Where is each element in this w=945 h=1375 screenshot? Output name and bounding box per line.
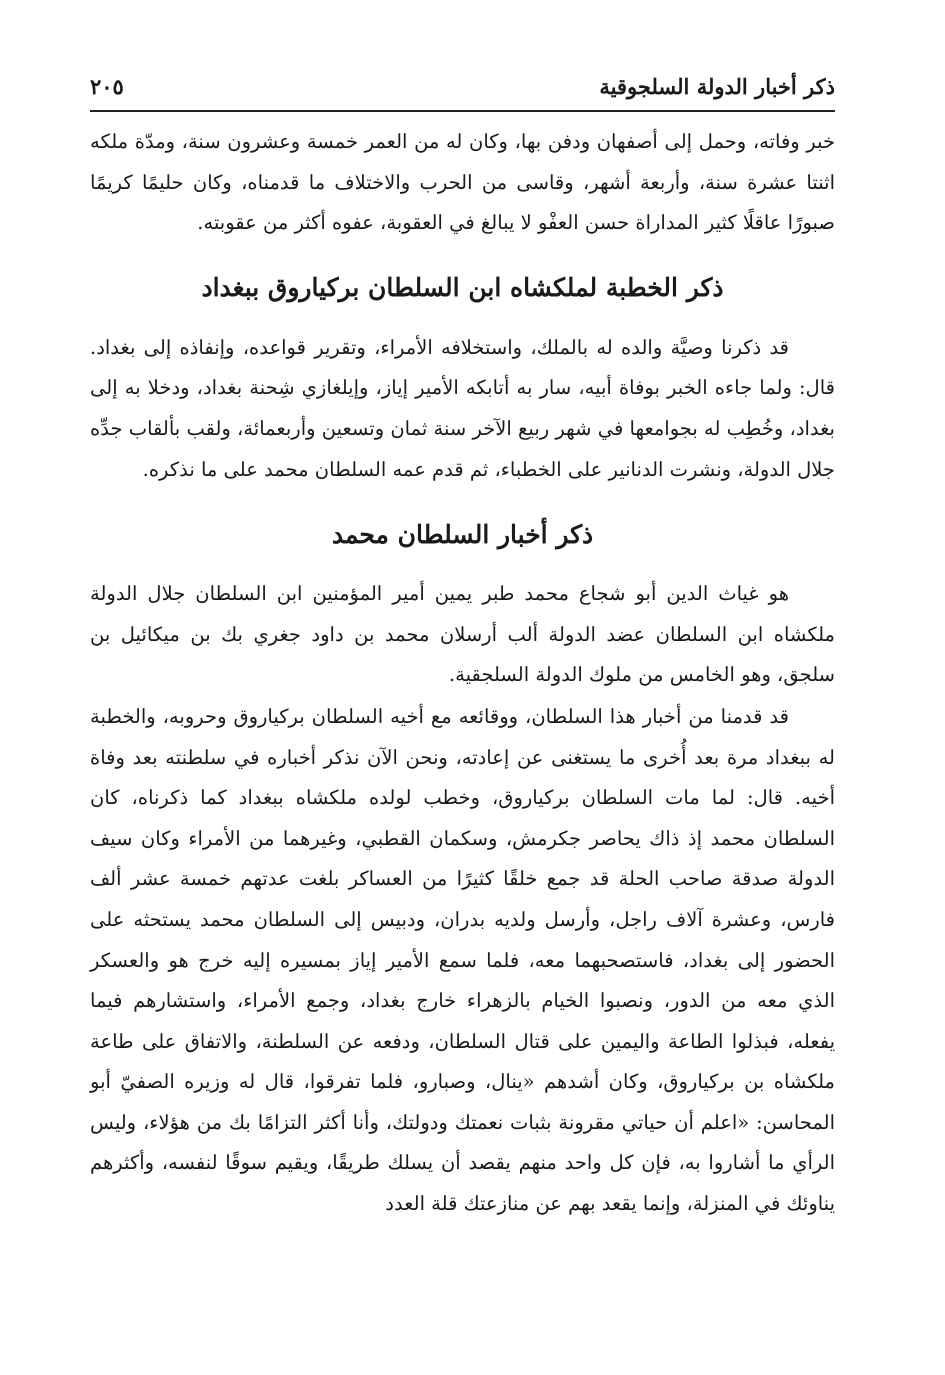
paragraph-sultan-muhammad-events: قد قدمنا من أخبار هذا السلطان، ووقائعه مع أخيه السلطان بركياروق وحروبه، والخطبة له ببغداد مرة بعد أُخرى ما يستغنى عن إعادته، ونحن الآن نذكر أخباره في سلطنته بعد وفاة أخيه. قال: لما مات السلطان بركياروق، وخطب لولده ملكشاه ببغداد كما ذكرناه، كان السلطان محمد إذ ذاك يحاصر جكرمش، وسكمان القطبي، وغيرهما من الأمراء وكان سيف الدولة صدقة صاحب الحلة قد جمع خلقًا كثيرًا من العساكر بلغت عدتهم خمسة عشر ألف فارس، وعشرة آلاف راجل، وأرسل ولديه بدران، ودبيس إلى السلطان محمد يستحثه على الحضور إلى بغداد، فاستصحبهما معه، فلما سمع الأمير إياز بمسيره إليه خرج هو والعسكر الذي معه من الدور، ونصبوا الخيام بالزهراء خارج بغداد، وجمع الأمراء، واستشارهم فيما يفعله، فبذلوا الطاعة واليمين على قتال السلطان، ودفعه عن السلطنة، والاتفاق على طاعة ملكشاه بن بركياروق، وكان أشدهم «ينال، وصبارو، فلما تفرقوا، قال له وزيره الصفيّ أبو المحاسن: «اعلم أن حياتي مقرونة بثبات نعمتك ودولتك، وأنا أكثر التزامًا بك من هؤلاء، وليس الرأي ما أشاروا به، فإن كل واحد منهم يقصد أن يسلك طريقًا، ويقيم سوقًا لنفسه، وأكثرهم يناوئك في المنزلة، وإنما يقعد بهم عن منازعتك قلة العدد [90, 704, 835, 1216]
paragraph-malikshah-khutba: قد ذكرنا وصيَّة والده له بالملك، واستخلافه الأمراء، وتقرير قواعده، وإنفاذه إلى بغداد. قال: ولما جاءه الخبر بوفاة أبيه، سار به أتابكه الأمير إياز، وإيلغازي شِحنة بغداد، ودخلا به إلى بغداد، وخُطِب له بجوامعها في شهر ربيع الآخر سنة ثمان وتسعين وأربعمائة، ولقب بألقاب جدِّه جلال الدولة، ونشرت الدنانير على الخطباء، ثم قدم عمه السلطان محمد على ما نذكره. [90, 335, 835, 481]
section-heading-sultan-muhammad: ذكر أخبار السلطان محمد [331, 520, 594, 550]
section-heading-malikshah-khutba: ذكر الخطبة لملكشاه ابن السلطان بركياروق ببغداد [201, 272, 724, 302]
page-number: ٢٠٥ [90, 74, 124, 99]
running-title: ذكر أخبار الدولة السلجوقية [599, 74, 835, 99]
paragraph-death-of-barkiyaruq: خبر وفاته، وحمل إلى أصفهان ودفن بها، وكان له من العمر خمسة وعشرون سنة، ومدّة ملكه اثنتا عشرة سنة، وأربعة أشهر، وقاسى من الحرب والاختلاف ما قدمناه، وكان حليمًا كريمًا صبورًا عاقلًا كثير المداراة حسن العفْو لا يبالغ في العقوبة، عفوه أكثر من عقوبته. [90, 130, 835, 235]
page-header [90, 68, 835, 108]
paragraph-sultan-muhammad-lineage: هو غياث الدين أبو شجاع محمد طبر يمين أمير المؤمنين ابن السلطان جلال الدولة ملكشاه ابن السلطان عضد الدولة ألب أرسلان محمد بن داود جغري بك بن ميكائيل بن سلجق، وهو الخامس من ملوك الدولة السلجقية. [90, 582, 835, 687]
page-body [90, 122, 835, 1225]
header-divider [90, 110, 835, 112]
